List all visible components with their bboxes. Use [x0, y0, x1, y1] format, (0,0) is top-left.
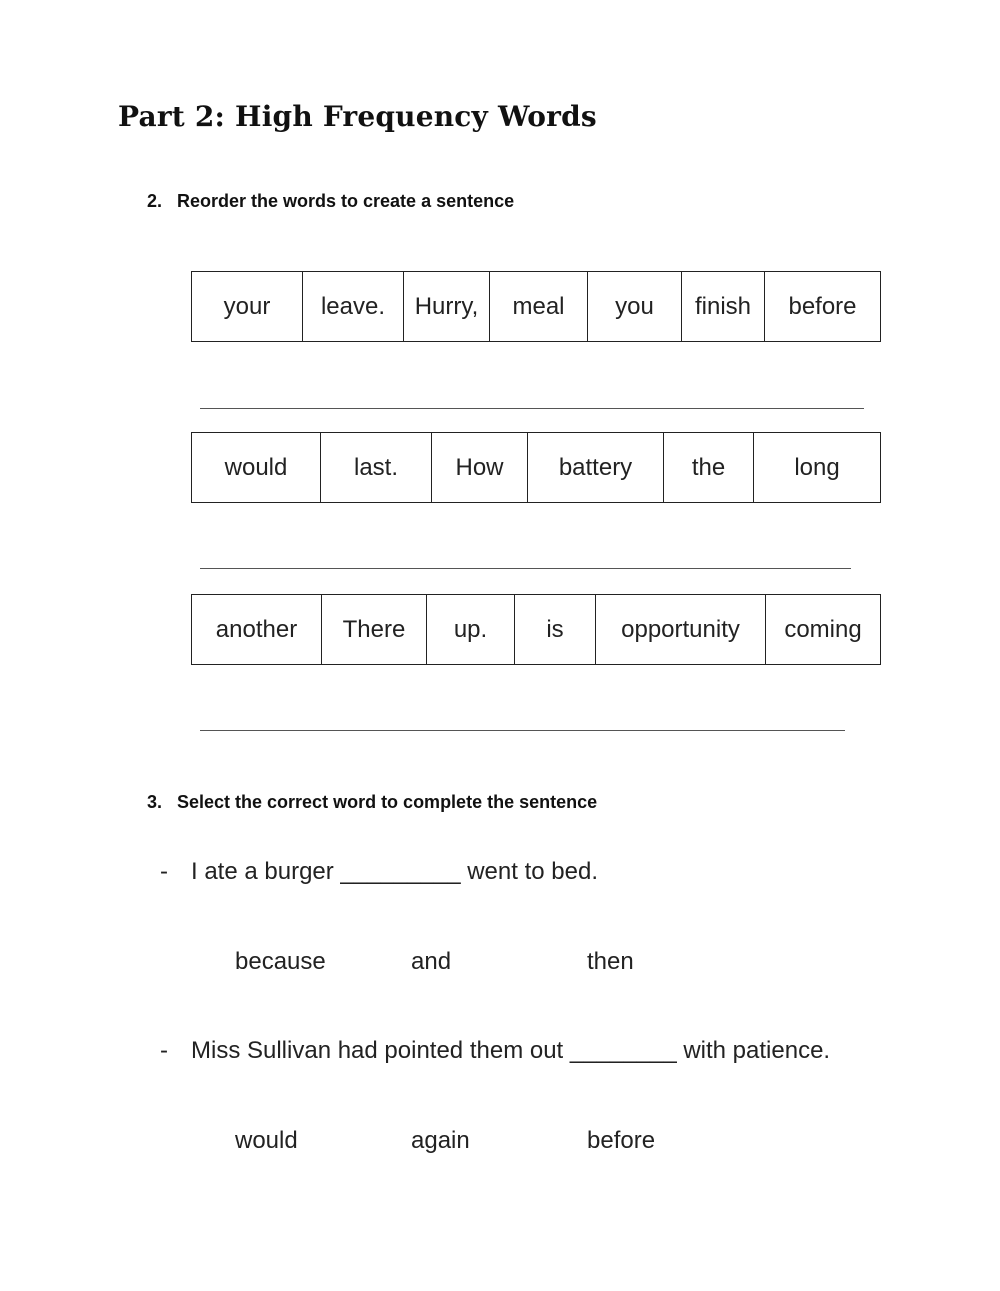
- word-tile[interactable]: There: [322, 595, 427, 665]
- option-because[interactable]: because: [235, 948, 326, 975]
- question-2-heading: [147, 191, 514, 212]
- bullet-dash: -: [160, 858, 168, 885]
- word-tile[interactable]: before: [765, 272, 881, 342]
- word-tile[interactable]: leave.: [303, 272, 404, 342]
- option-would[interactable]: would: [235, 1127, 298, 1154]
- word-tile[interactable]: the: [664, 433, 754, 503]
- word-tile[interactable]: How: [432, 433, 528, 503]
- answer-line-2[interactable]: [200, 568, 851, 569]
- option-before[interactable]: before: [587, 1127, 656, 1154]
- word-tile[interactable]: your: [192, 272, 303, 342]
- word-tile[interactable]: long: [754, 433, 881, 503]
- question-3-heading: [147, 792, 597, 813]
- page-title: Part 2: High Frequency Words: [118, 100, 597, 133]
- sentence-2: [160, 1037, 830, 1065]
- sentence-2-text: Miss Sullivan had pointed them out ________ with patience.: [191, 1037, 831, 1064]
- word-tile[interactable]: would: [192, 433, 321, 503]
- question-2-number: 2.: [147, 191, 163, 211]
- word-row-2: [191, 432, 881, 503]
- option-again[interactable]: again: [411, 1127, 470, 1154]
- word-tile[interactable]: battery: [528, 433, 664, 503]
- question-2-prompt: Reorder the words to create a sentence: [177, 191, 515, 211]
- question-3-number: 3.: [147, 792, 163, 812]
- option-then[interactable]: then: [587, 948, 634, 975]
- bullet-dash: -: [160, 1037, 168, 1064]
- word-tile[interactable]: meal: [490, 272, 588, 342]
- option-and[interactable]: and: [411, 948, 452, 975]
- word-row-3: [191, 594, 881, 665]
- word-tile[interactable]: is: [515, 595, 596, 665]
- question-3-prompt: Select the correct word to complete the sentence: [177, 792, 598, 812]
- answer-line-3[interactable]: [200, 730, 845, 731]
- answer-line-1[interactable]: [200, 408, 864, 409]
- word-tile[interactable]: opportunity: [596, 595, 766, 665]
- word-row-1: [191, 271, 881, 342]
- word-tile[interactable]: last.: [321, 433, 432, 503]
- word-tile[interactable]: finish: [682, 272, 765, 342]
- word-tile[interactable]: Hurry,: [404, 272, 490, 342]
- sentence-1-text: I ate a burger _________ went to bed.: [191, 858, 598, 885]
- word-tile[interactable]: you: [588, 272, 682, 342]
- word-tile[interactable]: up.: [427, 595, 515, 665]
- sentence-1: [160, 858, 598, 886]
- word-tile[interactable]: coming: [766, 595, 881, 665]
- word-tile[interactable]: another: [192, 595, 322, 665]
